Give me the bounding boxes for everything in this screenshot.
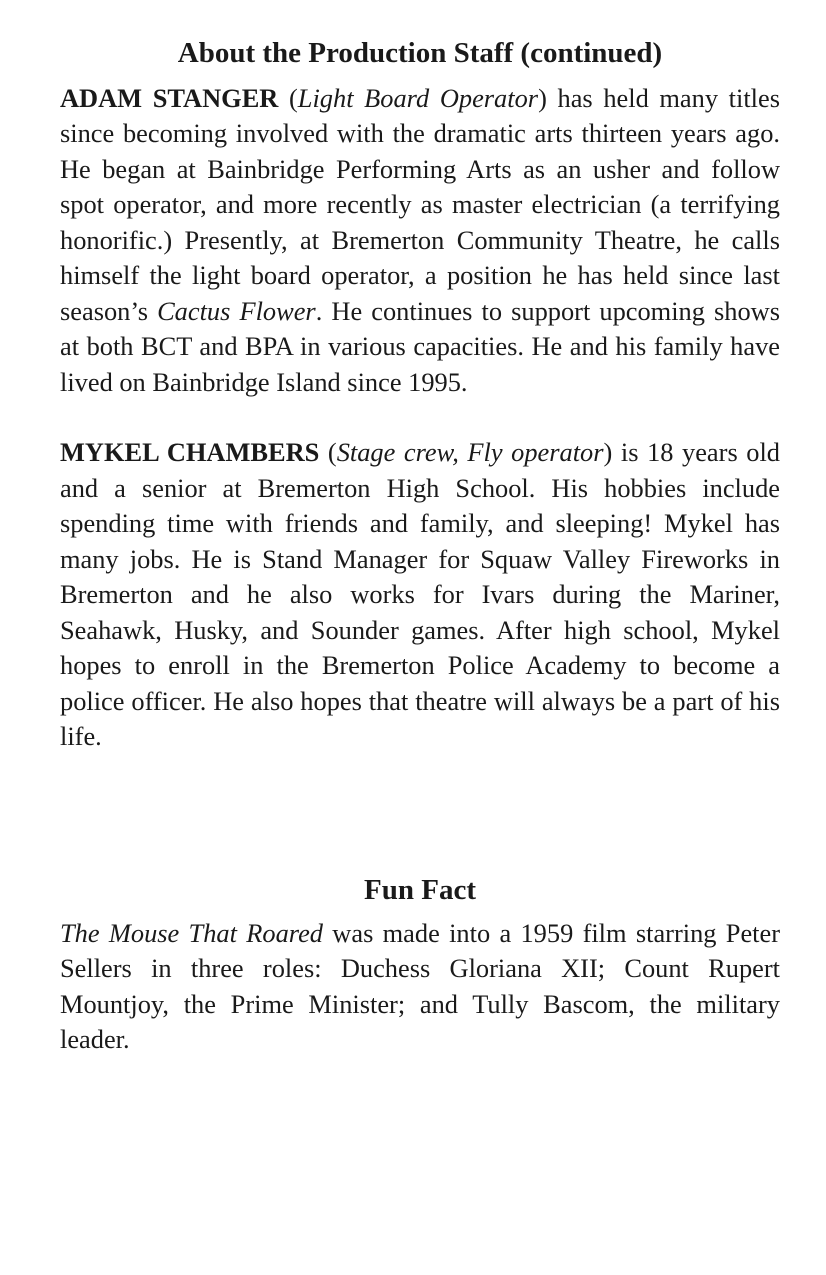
- bio-work-title: Cactus Flower: [157, 295, 316, 326]
- bio-role: Light Board Operator: [297, 82, 539, 113]
- bio-name: ADAM STANGER: [60, 82, 279, 113]
- bio-name: MYKEL CHAMBERS: [60, 437, 320, 468]
- fun-fact-work-title: The Mouse That Roared: [60, 917, 323, 948]
- bio-adam-stanger: [60, 81, 780, 401]
- bio-paren: (: [278, 82, 298, 113]
- fun-fact-title: Fun Fact: [364, 873, 476, 906]
- bio-text: ) is 18 years old and a senior at Bremerton High School. His hobbies include spending time with friends and family, and sleeping! Mykel has many jobs. He is Stand Manager for Squaw Valley Fireworks in Bremerton and he also works for Ivars during the Mariner, Seahawk, Husky, and Sounder games. After high school, Mykel hopes to enroll in the Bremerton Police Academy to become a police officer. He also hopes that theatre will always be a part of his life.: [60, 437, 781, 752]
- bio-mykel-chambers: [60, 435, 780, 755]
- spacer: [60, 755, 780, 873]
- spacer: [60, 400, 780, 435]
- section-title: About the Production Staff (continued): [177, 37, 663, 69]
- bio-text: . He continues to support upcoming shows at both BCT and BPA in various capacities. He and his family have lived on Bainbridge Island since 1995.: [60, 295, 781, 397]
- fun-fact-body: was made into a 1959 film starring Peter Sellers in three roles: Duchess Gloriana XII; Count Rupert Mountjoy, the Prime Minister; and Tully Bascom, the military leader.: [60, 917, 780, 1055]
- bio-paren: (: [319, 437, 337, 468]
- bio-role: Stage crew, Fly operator: [336, 437, 604, 468]
- program-page: [60, 36, 780, 1058]
- fun-fact-text: [60, 916, 780, 1058]
- bio-text: ) has held many titles since becoming involved with the dramatic arts thirteen years ago. He began at Bainbridge Performing Arts as an usher and follow spot operator, and more recently as master electrician (a terrifying honorific.) Presently, at Bremerton Community Theatre, he calls himself the light board operator, a position he has held since last season’s: [60, 82, 780, 326]
